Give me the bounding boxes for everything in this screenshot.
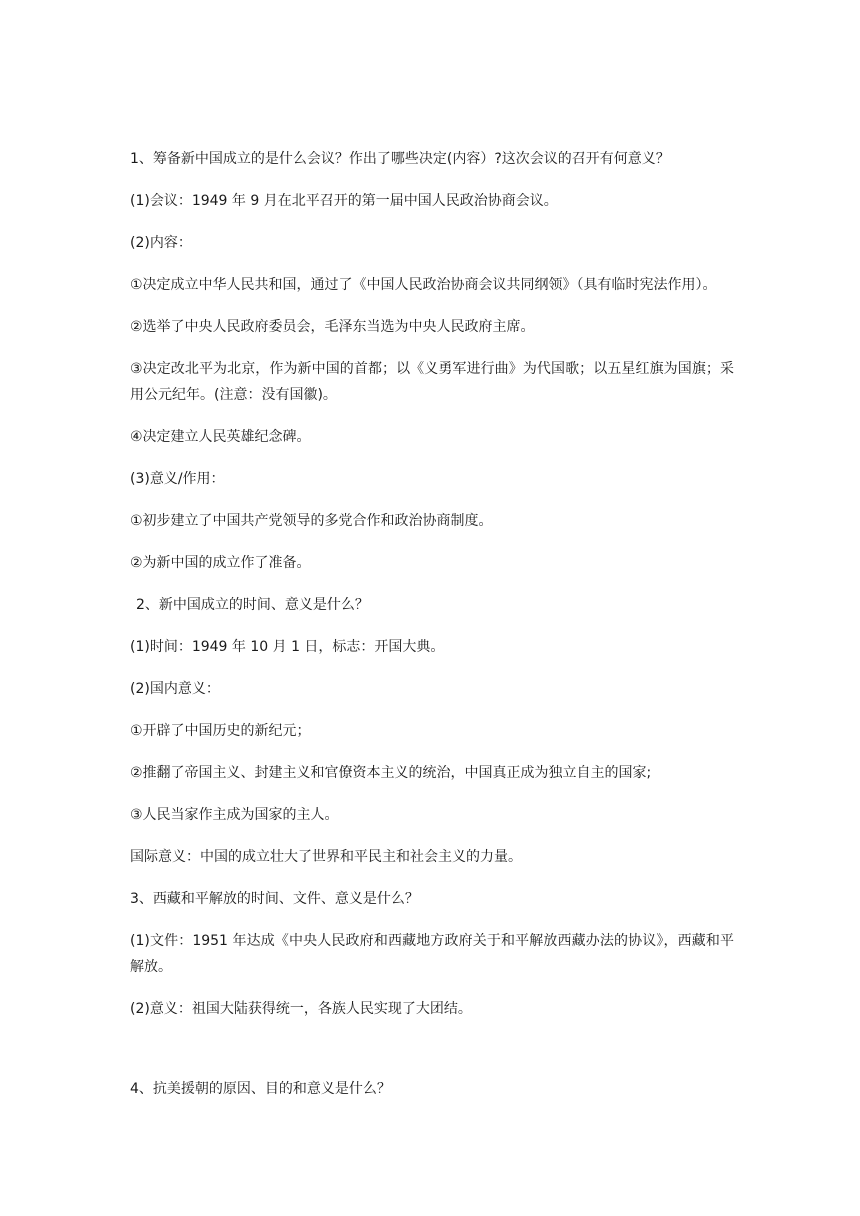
q2-domestic-item-1: ①开辟了中国历史的新纪元； [130, 723, 311, 739]
q1-content-item-2: ②选举了中央人民政府委员会，毛泽东当选为中央人民政府主席。 [130, 319, 535, 335]
q1-meeting: (1)会议：1949 年 9 月在北平召开的第一届中国人民政治协商会议。 [130, 193, 558, 209]
q1-content-heading: (2)内容： [130, 235, 192, 251]
q2-international: 国际意义：中国的成立壮大了世界和平民主和社会主义的力量。 [130, 849, 522, 865]
blank-line [130, 1038, 734, 1076]
q3-significance: (2)意义：祖国大陆获得统一，各族人民实现了大团结。 [130, 1001, 472, 1017]
question-3-title: 3、西藏和平解放的时间、文件、意义是什么？ [130, 891, 419, 907]
q1-significance-item-2: ②为新中国的成立作了准备。 [130, 555, 311, 571]
q1-significance-heading: (3)意义/作用： [130, 471, 225, 487]
q2-domestic-heading: (2)国内意义： [130, 681, 220, 697]
q2-domestic-item-3: ③人民当家作主成为国家的主人。 [130, 807, 339, 823]
question-2-title: 2、新中国成立的时间、意义是什么？ [136, 597, 369, 613]
q3-document: (1)文件：1951 年达成《中央人民政府和西藏地方政府关于和平解放西藏办法的协议》，西藏和平解放。 [130, 933, 734, 975]
document-body [130, 146, 734, 1118]
q1-content-item-1: ①决定成立中华人民共和国，通过了《中国人民政治协商会议共同纲领》（具有临时宪法作用）。 [130, 277, 717, 293]
q1-significance-item-1: ①初步建立了中国共产党领导的多党合作和政治协商制度。 [130, 513, 493, 529]
question-1-title: 1、筹备新中国成立的是什么会议？作出了哪些决定(内容）?这次会议的召开有何意义？ [130, 151, 670, 167]
question-4-title: 4、抗美援朝的原因、目的和意义是什么？ [130, 1081, 391, 1097]
q2-time: (1)时间：1949 年 10 月 1 日，标志：开国大典。 [130, 639, 445, 655]
q2-domestic-item-2: ②推翻了帝国主义、封建主义和官僚资本主义的统治，中国真正成为独立自主的国家; [130, 765, 652, 781]
q1-content-item-4: ④决定建立人民英雄纪念碑。 [130, 429, 311, 445]
q1-content-item-3: ③决定改北平为北京，作为新中国的首都；以《义勇军进行曲》为代国歌；以五星红旗为国旗；采用公元纪年。(注意：没有国徽)。 [130, 361, 734, 403]
